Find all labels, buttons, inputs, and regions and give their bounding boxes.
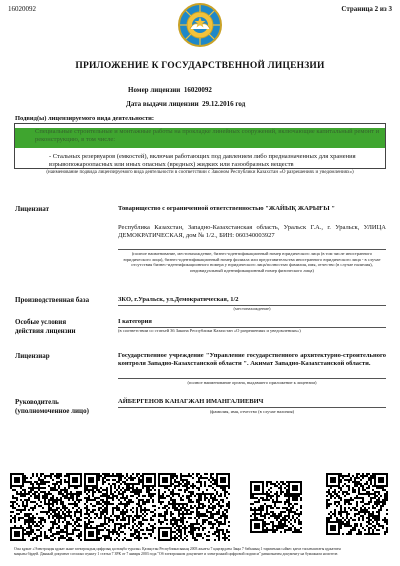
license-number-value: 16020092 (183, 86, 212, 94)
qr-code-3 (158, 473, 230, 541)
conditions-value: I категория (118, 318, 386, 328)
issue-date-label: Дата выдачи лицензии (126, 100, 199, 108)
conditions-label-2: действия лицензии (15, 327, 76, 335)
qr-code-1 (10, 473, 82, 541)
base-value: ЗКО, г.Уральск, ул.Демократическая, 1/2 (118, 296, 386, 306)
highlighted-activity-text: Специальные строительные и монтажные работы на прокладке линейных сооружений, включающие капитальный ремонт и реконструкцию, в том числе: (35, 128, 380, 143)
licensee-name: Товарищество с ограниченной ответственностью "ЖАЙЫҚ ЖАРЫҒЫ " (118, 205, 335, 212)
licensor-note: (полное наименование органа, выдавшего приложение к лицензии) (118, 378, 386, 386)
legal-footer (14, 547, 386, 556)
conditions-label-1: Особые условия (15, 318, 67, 326)
highlighted-activity (15, 128, 385, 148)
conditions-note: (в соответствии со статьей 36 Закона Республики Казахстан «О разрешениях и уведомлениях») (118, 328, 301, 333)
issue-date-line (126, 100, 245, 108)
base-label: Производственная база (15, 296, 90, 304)
licensee-label: Лицензиат (15, 205, 50, 213)
page-title: ПРИЛОЖЕНИЕ К ГОСУДАРСТВЕННОЙ ЛИЦЕНЗИИ (75, 61, 325, 71)
licensor-value: Государственное учреждение "Управление государственного архитектурно-строительного контроля Западно-Казахстанской области ". Акимат Западно-Казахстанской области. (118, 352, 386, 367)
footer-line-1: Осы құжат «Электронды құжат және электрондық цифрлық қолтаңба туралы» Қазақстан Республикасының 2003 жылғы 7 қаңтардағы Заңы 7 бабының 1 тармағына сәйкес қағаз тасығыштағы құжатпен (14, 547, 341, 551)
activities-note: (наименование подвида лицензируемого вида деятельности в соответствии с Законом Республики Казахстан «О разрешениях и уведомлениях») (46, 170, 354, 175)
licensee-address: Республика Казахстан, Западно-Казахстанская область, Уральск Г.А., г. Уральск, УЛИЦА ДЕМОКРАТИЧЕСКАЯ, дом № 1/2., БИН: 060340003927 (118, 224, 386, 239)
issue-date-value: 29.12.2016 год (202, 100, 246, 108)
activities-box (14, 123, 386, 169)
head-label-1: Руководитель (15, 398, 59, 406)
licensee-note: (полное наименование, местонахождение, бизнес-идентификационный номер юридического лица (в том числе иностранного юридического лица), бизнес-идентификационный номер филиала или представительства иностранного юридического лица - в случае отсутствия бизнес-идентификационного номера у юридического лица/полностью фамилия, имя, отчество (в случае наличия), индивидуальный идентификационный номер физического лица) (118, 249, 386, 273)
license-number-label: Номер лицензии (128, 86, 181, 94)
qr-code-2 (84, 473, 156, 541)
base-note: (местонахождение) (233, 306, 271, 311)
head-label-2: (уполномоченное лицо) (15, 407, 89, 415)
subtype-label: Подвид(ы) лицензируемого вида деятельности: (15, 115, 155, 122)
licensor-label: Лицензиар (15, 352, 50, 360)
qr-code-4 (250, 481, 302, 533)
head-value: АЙБЕРГЕНОВ КАНАГЖАН ИМАНГАЛИЕВИЧ (118, 398, 386, 408)
page-indicator: Страница 2 из 3 (341, 5, 392, 13)
activity-bullet: - Стальных резервуаров (емкостей), включая работающих под давлением либо предназначенных для хранения взрывопожароопасных или иных опасных (вредных) жидких или газообразных веществ (49, 153, 356, 168)
activity-bullet-text: Стальных резервуаров (емкостей), включая работающих под давлением либо предназначенных для хранения взрывопожароопасных или иных опасных (вредных) жидких или газообразных веществ (49, 153, 356, 168)
kazakhstan-emblem-icon (178, 3, 222, 47)
head-note: (фамилия, имя, отчество (в случае наличия) (209, 409, 295, 414)
qr-code-5 (326, 473, 388, 535)
license-number-line (128, 86, 212, 94)
document-number: 16020092 (8, 5, 36, 13)
footer-line-2: маңызы бірдей. Данный документ согласно пункту 1 статьи 7 ЗРК от 7 января 2003 года "Об электронном документе и электронной цифровой подписи" равнозначен документу на бумажном носителе. (14, 551, 339, 556)
